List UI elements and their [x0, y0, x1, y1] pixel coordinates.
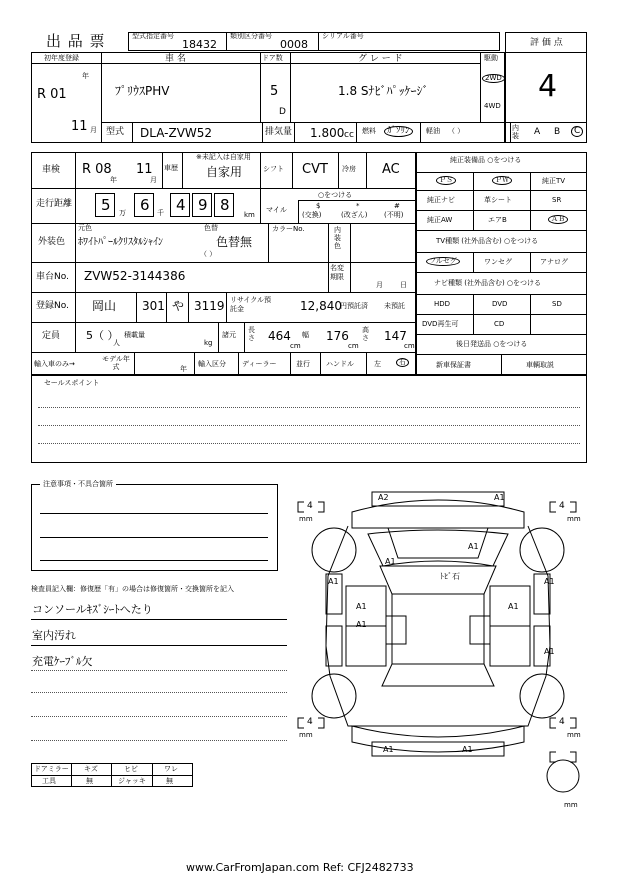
- orig-color: ﾎﾜｲﾄﾊﾟｰﾙｸﾘｽﾀﾙｼｬｲﾝ: [78, 237, 163, 248]
- tire-fl-unit: mm: [299, 515, 313, 523]
- inspector-label: 検査員記入欄：修復歴「有」の場合は修復箇所・交換箇所を記入: [31, 585, 234, 593]
- tire-rl: 4: [307, 717, 313, 727]
- kg-unit: kg: [204, 339, 213, 347]
- width: 176: [326, 329, 349, 343]
- interior-b: B: [554, 127, 561, 137]
- use-label: 車歴: [164, 164, 178, 172]
- mark-rear-fender-right: A1: [544, 647, 555, 656]
- interior-c: C: [571, 126, 583, 137]
- inspection-m: 月: [150, 176, 157, 184]
- handle-right: 右: [396, 358, 409, 367]
- mileage-circle-note: ○をつける: [318, 191, 353, 199]
- mileage-digit-5: 8: [220, 196, 230, 214]
- recycle-unit: 円預託済: [340, 302, 368, 310]
- opt2-sym: *: [356, 202, 360, 210]
- legend-tools-value: 無: [86, 777, 93, 785]
- tv-analog: アナログ: [540, 258, 568, 266]
- interior-color-label: 内装色: [334, 226, 341, 250]
- equipment-title: 純正装備品 ○をつける: [450, 156, 522, 164]
- use-note: ※未記入は自家用: [196, 153, 251, 161]
- height-unit: cm: [404, 342, 415, 350]
- nav-title: ナビ種類 (社外品含む) ○をつける: [434, 279, 542, 287]
- mark-rear-left: A1: [383, 745, 394, 754]
- drive-2wd: 2WD: [482, 74, 505, 83]
- tire-fr-unit: mm: [567, 515, 581, 523]
- load-label: 積載量: [124, 331, 145, 339]
- mileage-label: 走行距離: [36, 199, 73, 209]
- sales-point-box: [31, 375, 587, 463]
- mark-door-fr: A1: [544, 577, 555, 586]
- inspection-y: 年: [110, 176, 117, 184]
- dims-label: 諸元: [222, 331, 236, 339]
- opt3-sym: #: [394, 202, 400, 210]
- km-unit: km: [244, 211, 255, 219]
- tv-title: TV種類 (社外品含む) ○をつける: [436, 237, 539, 245]
- opt-exchange: (交換): [302, 211, 322, 219]
- length-label: 長さ: [248, 326, 255, 342]
- mark-door-rl: A1: [356, 602, 367, 611]
- equip-tv: 純正TV: [542, 177, 566, 185]
- mileage-digit-4: 9: [198, 196, 208, 214]
- model: DLA-ZVW52: [140, 126, 213, 140]
- mileage-man: 万: [119, 209, 126, 217]
- reg-area: 岡山: [92, 299, 117, 313]
- mark-fender-left: A1: [385, 557, 396, 566]
- legend-tools: 工具: [42, 777, 56, 785]
- doors: 5: [270, 84, 279, 99]
- year-unit: 年: [82, 72, 89, 80]
- opt-unknown: (不明): [384, 211, 404, 219]
- mark-front-right: A1: [494, 493, 505, 502]
- inspection-month: 11: [136, 162, 153, 177]
- recycle-label: リサイクル預託金: [230, 296, 272, 313]
- doors-type: D: [279, 107, 286, 117]
- notes-box: [31, 484, 278, 571]
- vin: ZVW52-3144386: [84, 269, 186, 283]
- cc-unit: cc: [344, 130, 354, 140]
- tire-rr: 4: [559, 717, 565, 727]
- sheet-title: 出 品 票: [46, 32, 106, 50]
- length: 464: [268, 329, 291, 343]
- ac: AC: [382, 162, 400, 177]
- first-reg-label: 初年度登録: [44, 54, 79, 62]
- mark-pillar: A1: [356, 620, 367, 629]
- parallel: 並行: [296, 360, 310, 368]
- tire-rl-unit: mm: [299, 731, 313, 739]
- equip-leather: 革シート: [484, 196, 512, 204]
- opt-tampered: (改ざん): [341, 211, 368, 219]
- footer-ref: www.CarFromJapan.com Ref: CFJ2482733: [186, 861, 414, 874]
- inspector-line-1: コンソールｷｽﾞｼｰﾄへたり: [32, 603, 153, 616]
- width-label: 幅: [302, 331, 309, 339]
- import-label: 輸入車のみ→: [34, 360, 75, 368]
- mark-door-rr: A1: [508, 602, 519, 611]
- mileage-sen: 千: [157, 209, 164, 217]
- interior-a: A: [534, 127, 541, 137]
- month-unit: 月: [90, 126, 97, 134]
- equip-ps: ＰＳ: [436, 176, 456, 185]
- interior-label: 内装: [512, 124, 519, 140]
- notes-label: 注意事項・不具合箇所: [40, 481, 116, 488]
- person-unit: 人: [113, 339, 120, 347]
- legend-jack-value: 無: [166, 777, 173, 785]
- mileage-digit-3: 4: [176, 196, 186, 214]
- ac-label: 冷房: [342, 165, 356, 173]
- tire-fr: 4: [559, 501, 565, 511]
- shift: CVT: [302, 162, 328, 177]
- reg-kana: や: [172, 299, 185, 313]
- dealer: ディーラー: [242, 360, 277, 368]
- fuel-gasoline: ｶﾞｿﾘﾝ: [384, 126, 413, 137]
- equip-airbag: エアB: [488, 216, 507, 224]
- capacity-label: 定員: [42, 331, 61, 341]
- serial-label: シリアル番号: [322, 32, 364, 40]
- drive-label: 駆動: [484, 54, 498, 62]
- model-code-label: 型式指定番号: [132, 32, 174, 40]
- nav-dvd-playable: DVD再生可: [422, 320, 459, 328]
- sales-point-label: セールスポイント: [44, 379, 100, 387]
- handle-label: ハンドル: [326, 360, 354, 368]
- shift-label: シフト: [263, 165, 284, 173]
- recycle-not: 未預託: [384, 302, 405, 310]
- opt1-sym: $: [316, 202, 321, 210]
- nav-cd: CD: [494, 320, 505, 328]
- mark-windshield: ﾄﾋﾞ石: [440, 572, 460, 581]
- model-year-unit: 年: [180, 365, 187, 373]
- first-reg-year: R 01: [37, 87, 67, 102]
- use: 自家用: [206, 165, 243, 179]
- grade-label: グ レ ー ド: [358, 54, 403, 64]
- fuel-label: 燃料: [362, 127, 376, 135]
- class-code-label: 類別区分番号: [230, 32, 272, 40]
- equip-ab: ＡＢ: [548, 215, 568, 224]
- mileage-digit-1: 5: [101, 196, 111, 214]
- legend-break: ワレ: [164, 765, 178, 773]
- first-reg-month: 11: [71, 119, 88, 134]
- height: 147: [384, 329, 407, 343]
- tire-spare-unit: mm: [564, 801, 578, 809]
- color-label: 外装色: [38, 237, 66, 247]
- later-warranty: 新車保証書: [436, 361, 471, 369]
- tv-fullseg: フルセグ: [426, 257, 460, 266]
- reg-number: 3119: [194, 299, 225, 313]
- capacity: 5（ ）: [86, 329, 119, 342]
- repaint-label: 色替: [204, 224, 218, 232]
- nav-dvd: DVD: [492, 300, 508, 308]
- inspector-line-3: 充電ｹｰﾌﾞﾙ欠: [32, 655, 93, 668]
- mark-door-fl: A1: [328, 577, 339, 586]
- drive-4wd: 4WD: [484, 102, 501, 110]
- width-unit: cm: [348, 342, 359, 350]
- mile-label: マイル: [266, 206, 287, 214]
- class-code: 0008: [280, 38, 308, 51]
- inspection-year: R 08: [82, 162, 112, 177]
- car-name: ﾌﾟﾘｳｽPHV: [115, 84, 170, 98]
- vin-label: 車台No.: [36, 272, 69, 282]
- equip-pw: ＰＷ: [492, 176, 512, 185]
- legend-mirror: ドアミラー: [34, 765, 69, 773]
- mark-front-bumper: A2: [378, 493, 389, 502]
- name-change-month: 月: [376, 281, 383, 289]
- handle-left: 左: [374, 360, 381, 368]
- displacement: 1.800: [310, 126, 345, 140]
- inspector-line-2: 室内汚れ: [32, 629, 76, 642]
- doors-label: ドア数: [262, 54, 283, 62]
- length-unit: cm: [290, 342, 301, 350]
- equip-aw: 純正AW: [427, 216, 453, 224]
- legend-crack: ヒビ: [124, 765, 138, 773]
- import-type-label: 輸入区分: [198, 360, 226, 368]
- height-label: 高さ: [362, 326, 369, 342]
- tv-oneseg: ワンセグ: [484, 258, 512, 266]
- model-year-label: モデル年式: [102, 355, 130, 371]
- later-manual: 車輌取説: [526, 361, 554, 369]
- later-title: 後日発送品 ○をつける: [456, 340, 528, 348]
- nav-hdd: HDD: [434, 300, 451, 308]
- name-change-label: 名変期限: [330, 264, 344, 281]
- legend-jack: ジャッキ: [118, 777, 146, 785]
- diesel-label: 軽油: [426, 127, 440, 135]
- displacement-label: 排気量: [265, 127, 293, 137]
- orig-color-label: 元色: [78, 224, 92, 232]
- color-no-label: カラーNo.: [272, 225, 305, 233]
- score-value: 4: [538, 69, 558, 104]
- legend-scratch: キズ: [84, 765, 98, 773]
- tire-rr-unit: mm: [567, 731, 581, 739]
- score-label: 評 価 点: [530, 38, 563, 48]
- equip-sr: SR: [552, 196, 562, 204]
- reg-label: 登録No.: [36, 301, 69, 311]
- recycle-amount: 12,840: [300, 299, 342, 313]
- model-code: 18432: [182, 38, 217, 51]
- mark-hood: A1: [468, 542, 479, 551]
- reg-class: 301: [142, 299, 165, 313]
- nav-sd: SD: [552, 300, 562, 308]
- inspection-label: 車検: [42, 165, 61, 175]
- car-diagram: [288, 486, 588, 816]
- mileage-digit-2: 6: [140, 196, 150, 214]
- model-label: 型式: [106, 127, 125, 137]
- tire-fl: 4: [307, 501, 313, 511]
- equip-nav: 純正ナビ: [427, 196, 455, 204]
- repaint-paren: （ ）: [200, 250, 217, 258]
- name-change-day: 日: [400, 281, 407, 289]
- grade: 1.8 Sﾅﾋﾞﾊﾟｯｹｰｼﾞ: [338, 84, 429, 98]
- mark-rear-right: A1: [462, 745, 473, 754]
- fuel-other: （ ）: [448, 127, 465, 135]
- repaint: 色替無: [216, 235, 253, 249]
- car-name-label: 車 名: [165, 54, 186, 64]
